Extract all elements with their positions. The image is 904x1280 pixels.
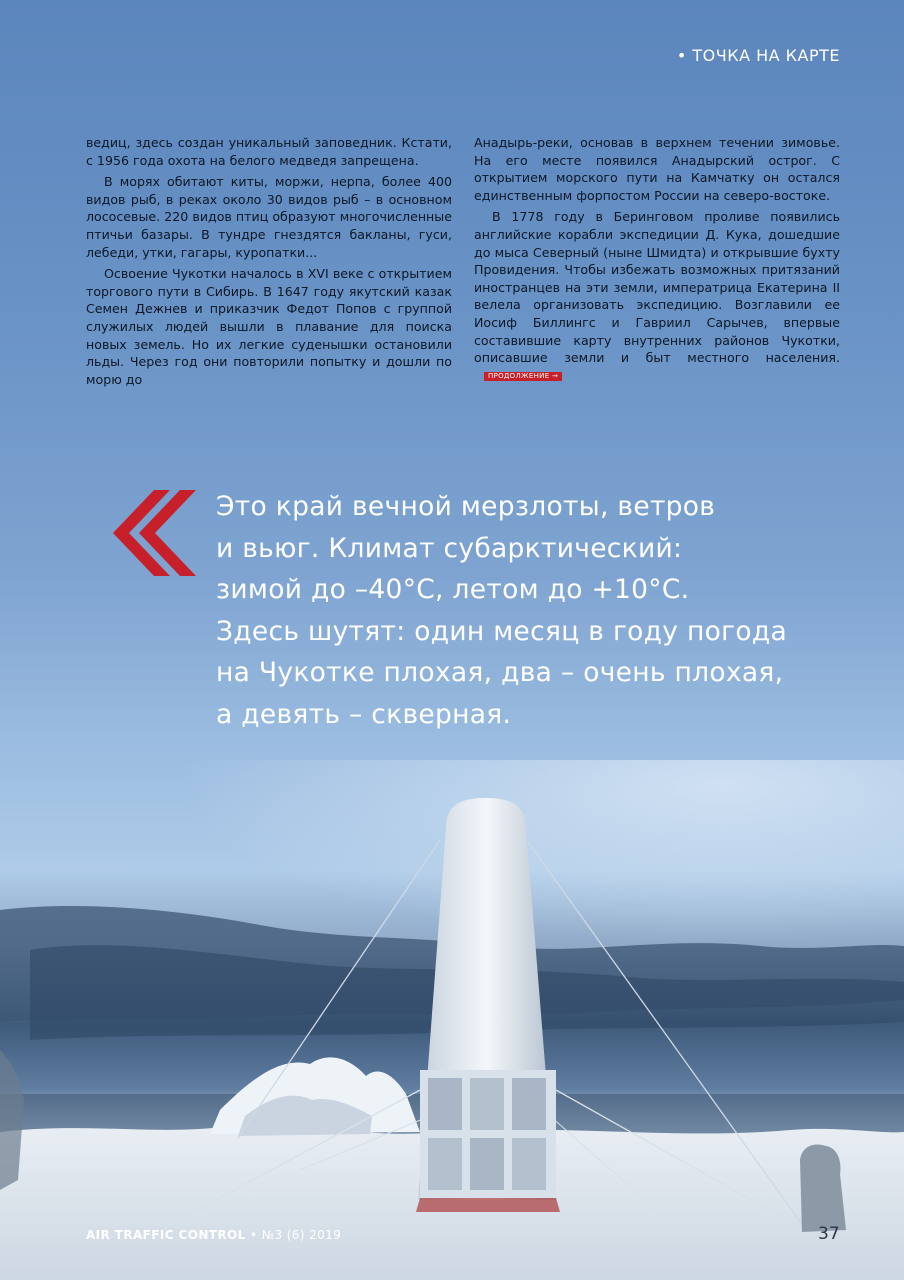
issue-info: • №3 (6) 2019 (245, 1228, 342, 1242)
quote-line: а девять – скверная. (216, 698, 512, 730)
quote-line: Это край вечной мерзлоты, ветров (216, 491, 716, 522)
quote-line: зимой до –40°С, летом до +10°С. (216, 574, 690, 605)
article-left-column (86, 134, 452, 392)
paragraph: Анадырь-реки, основав в верхнем течении зимовье. На его месте появился Анадырский острог. С открытием морского пути на Камчатку он остался единственным форпостом России на северо-востоке. (474, 135, 840, 203)
quote-line: на Чукотке плохая, два – очень плохая, (216, 657, 784, 688)
pull-quote (216, 486, 856, 735)
paragraph-with-continue (474, 208, 840, 384)
page-number: 37 (818, 1224, 840, 1244)
paragraph: Освоение Чукотки началось в XVI веке с открытием торгового пути в Сибирь. В 1647 году якутский казак Семен Дежнев и приказчик Федот Попов с группой служилых людей вышли в плавание для поиска новых земель. Но их легкие суденышки остановили льды. Через год они повторили попытку и дошли по морю до (86, 266, 452, 387)
quote-chevrons-icon (112, 490, 196, 576)
arctic-landscape-photo (0, 760, 904, 1280)
quote-line: Здесь шутят: один месяц в году погода (216, 615, 788, 647)
paragraph: В морях обитают киты, моржи, нерпа, более 400 видов рыб, в реках около 30 видов рыб – в основном лососевые. 220 видов птиц образуют многочисленные птичьи базары. В тундре гнездятся бакланы, гуси, лебеди, утки, гагары, куропатки... (86, 174, 452, 260)
footer (86, 1228, 341, 1242)
article-right-column (474, 134, 840, 388)
section-tag: • ТОЧКА НА КАРТЕ (676, 46, 840, 65)
quote-line: и вьюг. Климат субарктический: (216, 532, 683, 564)
paragraph: ведиц, здесь создан уникальный заповедник. Кстати, с 1956 года охота на белого медведя запрещена. (86, 135, 452, 168)
publication-name: AIR TRAFFIC CONTROL (86, 1228, 246, 1242)
continue-badge[interactable]: ПРОДОЛЖЕНИЕ → (484, 372, 562, 381)
paragraph-text: В 1778 году в Беринговом проливе появились английские корабли экспедиции Д. Кука, дошедшие до мыса Северный (ныне Шмидта) и открывшие бухту Провидения. Чтобы избежать возможных притязаний иностранцев на эти земли, императрица Екатерина II велела организовать экспедицию. Возглавили ее Иосиф Биллингс и Гавриил Сарычев, впервые составившие карту внутренних районов Чукотки, описавшие земли и быт местного населения. (474, 209, 840, 366)
